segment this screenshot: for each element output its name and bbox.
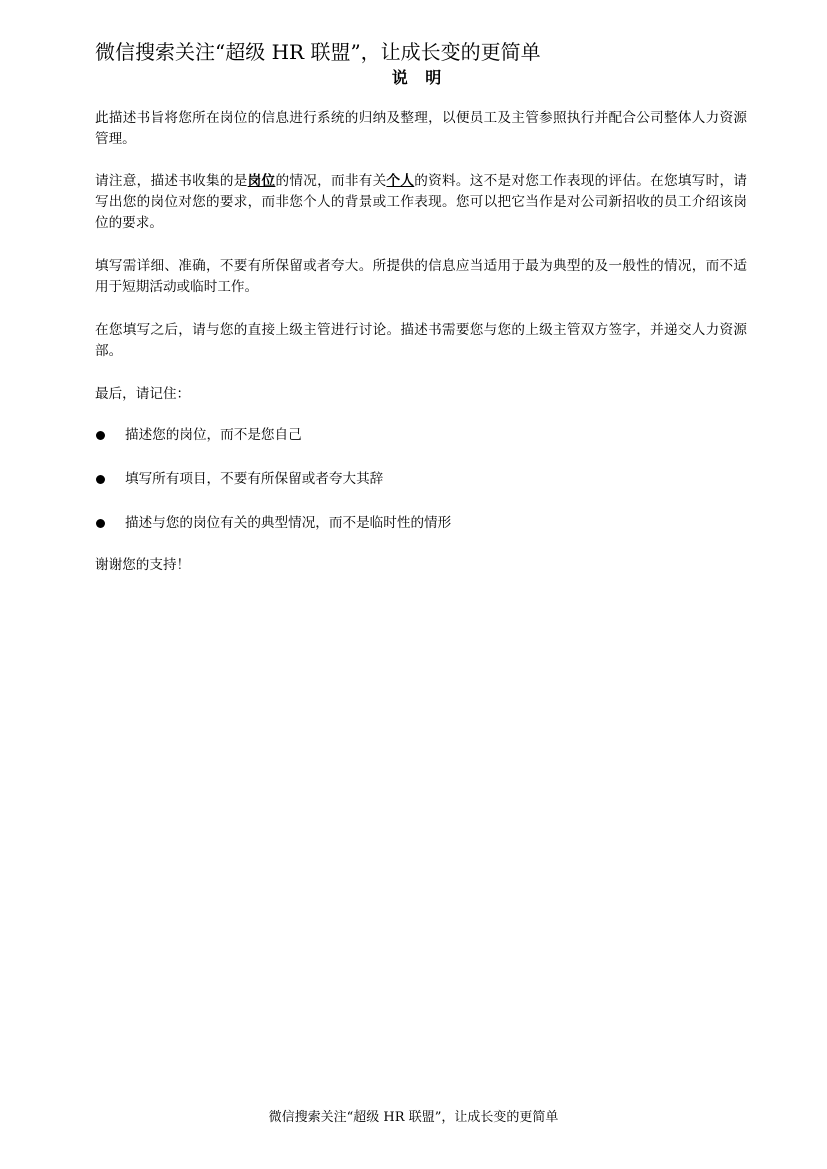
list-item xyxy=(95,512,747,534)
emphasis-position: 岗位 xyxy=(247,173,276,189)
emphasis-individual: 个人 xyxy=(386,173,415,189)
bullet-icon xyxy=(96,475,105,484)
header-banner: 微信搜索关注“超级 HR 联盟”，让成长变的更简单 xyxy=(95,40,541,64)
list-item-text: 填写所有项目，不要有所保留或者夸大其辞 xyxy=(125,470,384,487)
list-item xyxy=(95,424,747,446)
footer-banner: 微信搜索关注“超级 HR 联盟”，让成长变的更简单 xyxy=(268,1110,559,1125)
reminder-list xyxy=(95,424,747,534)
fill-instructions-paragraph: 填写需详细、准确，不要有所保留或者夸大。所提供的信息应当适用于最为典型的及一般性的情况，而不适用于短期活动或临时工作。 xyxy=(95,258,747,295)
list-item xyxy=(95,468,747,490)
note-text-2: 的情况，而非有关 xyxy=(275,173,387,189)
discussion-paragraph: 在您填写之后，请与您的直接上级主管进行讨论。描述书需要您与您的上级主管双方签字，并递交人力资源部。 xyxy=(95,322,747,359)
list-item-text: 描述与您的岗位有关的典型情况，而不是临时性的情形 xyxy=(125,514,452,531)
note-text-1: 请注意，描述书收集的是 xyxy=(95,173,248,189)
note-text-3: 的资料。这不是对您工作表现的评估。在您填写时，请写出您的岗位对您的要求，而非您个人的背景或工作表现。您可以把它当作是对公司新招收的员工介绍该岗位的要求。 xyxy=(95,173,748,231)
bullet-icon xyxy=(96,431,105,440)
document-body xyxy=(95,108,747,576)
bullet-icon xyxy=(96,519,105,528)
document-title: 说 明 xyxy=(391,68,448,87)
note-paragraph xyxy=(95,171,747,234)
intro-paragraph: 此描述书旨将您所在岗位的信息进行系统的归纳及整理，以便员工及主管参照执行并配合公司整体人力资源管理。 xyxy=(95,110,747,147)
thanks-text: 谢谢您的支持！ xyxy=(95,557,191,573)
reminder-intro: 最后，请记住： xyxy=(95,386,191,402)
list-item-text: 描述您的岗位，而不是您自己 xyxy=(125,426,302,443)
